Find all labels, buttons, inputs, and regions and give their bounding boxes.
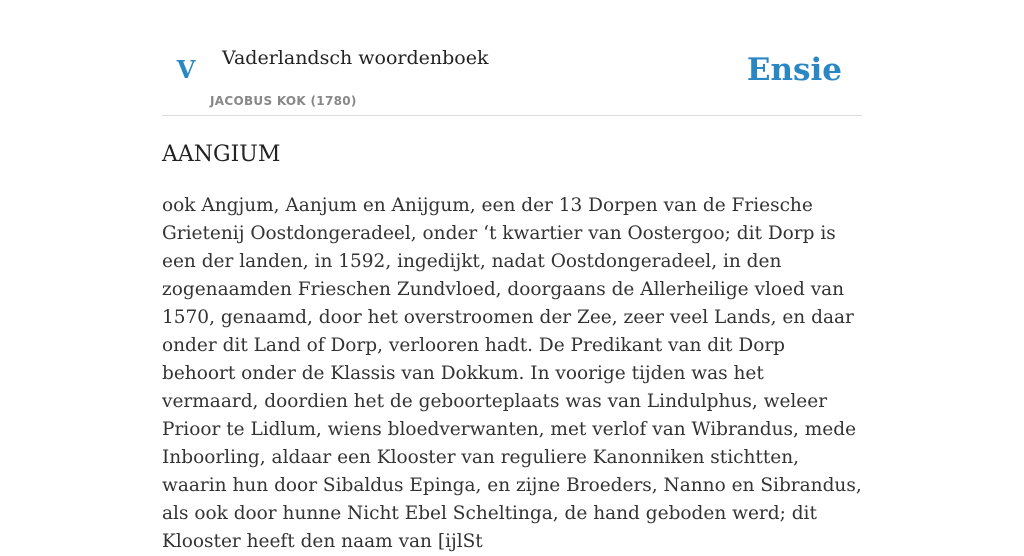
entry-body: ook Angjum, Aanjum en Anijgum, een der 13 Dorpen van de Friesche Grietenij Oostdongeradeel, onder ‘t kwartier van Oostergoo; dit Dorp is een der landen, in 1592, ingedijkt, nadat Oostdongeradeel, in den zogenaamden Frieschen Zundvloed, doorgaans de Allerheilige vloed van 1570, genaamd, door het overstroomen der Zee, zeer veel Lands, en daar onder dit Land of Dorp, verlooren hadt. De Predikant van dit Dorp behoort onder de Klassis van Dokkum. In voorige tijden was het vermaard, doordien het de geboorteplaats was van Lindulphus, weleer Prioor te Lidlum, wiens bloedverwanten, met verlof van Wibrandus, mede Inboorling, aldaar een Klooster van reguliere Kanonniken stichtten, waarin hun door Sibaldus Epinga, en zijne Broeders, Nanno en Sibrandus, als ook door hunne Nicht Ebel Scheltinga, de hand geboden werd; dit Klooster heeft den naam van [ijlSt <box>162 195 862 552</box>
page-header <box>162 0 862 116</box>
ensie-logo[interactable]: Ensie <box>746 52 842 88</box>
book-title-link[interactable]: Vaderlandsch woordenboek <box>222 47 489 69</box>
entry-title: AANGIUM <box>162 142 281 167</box>
book-initial-badge[interactable]: V <box>176 55 196 84</box>
page <box>162 0 862 552</box>
author-label: JACOBUS KOK (1780) <box>210 94 357 108</box>
